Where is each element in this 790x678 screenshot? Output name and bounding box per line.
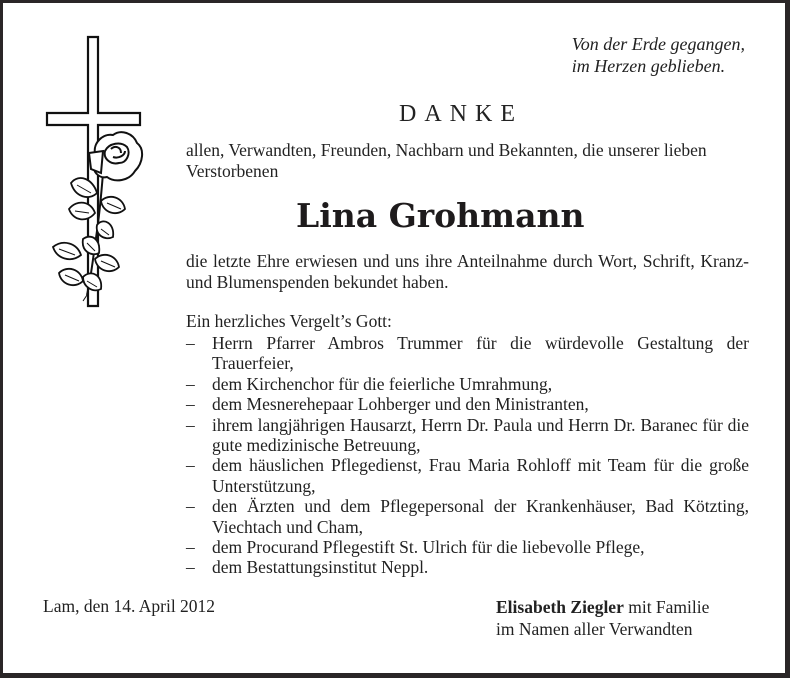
dash-bullet: – [186,496,195,517]
dash-bullet: – [186,373,195,394]
list-item-text: den Ärzten und dem Pflegepersonal der Krankenhäuser, Bad Kötzting, Viechtach und Cham, [212,496,749,537]
dash-bullet: – [186,455,195,476]
dash-bullet: – [186,333,195,353]
dash-bullet: – [186,557,195,578]
place-date: Lam, den 14. April 2012 [43,596,216,616]
signoff [496,596,709,640]
list-item-text: ihrem langjährigen Hausarzt, Herrn Dr. Paula und Herrn Dr. Baranec für die gute medizinische Betreuung, [212,414,749,456]
list-item [186,537,749,557]
dash-bullet: – [186,414,195,435]
list-item-text: dem Procurand Pflegestift St. Ulrich für die liebevolle Pflege, [212,537,645,558]
cross-with-rose-icon [41,33,151,309]
list-item [186,455,749,496]
signoff-line-1 [496,596,709,618]
signer-suffix: mit Familie [623,597,710,617]
list-item [186,557,749,577]
list-item-text: dem Mesnerehepaar Lohberger und den Ministranten, [212,394,589,415]
intro-text: allen, Verwandten, Freunden, Nachbarn und Bekannten, die unserer lieben Verstorbenen [186,140,707,181]
heading-danke: DANKE [399,101,523,127]
motto-line-1: Von der Erde gegangen, [571,34,745,54]
dash-bullet: – [186,537,195,558]
list-item-text: Herrn Pfarrer Ambros Trummer für die würdevolle Gestaltung der Trauerfeier, [212,333,749,374]
list-item-text: dem häuslichen Pflegedienst, Frau Maria Rohloff mit Team für die große Unterstützung, [212,455,749,496]
signer-name: Elisabeth Ziegler [496,597,624,617]
list-item [186,394,749,414]
signoff-line-2: im Namen aller Verwandten [496,619,693,639]
list-item-text: dem Bestattungsinstitut Neppl. [212,557,429,578]
list-item [186,496,749,537]
tribute-text: die letzte Ehre erwiesen und uns ihre Anteilnahme durch Wort, Schrift, Kranz- und Blumenspenden bekundet haben. [186,251,749,292]
motto-line-2: im Herzen geblieben. [571,56,726,76]
greeting: Ein herzliches Vergelt’s Gott: [186,311,392,331]
obituary-notice [3,3,785,673]
list-item [186,374,749,394]
dash-bullet: – [186,394,195,415]
list-item-text: dem Kirchenchor für die feierliche Umrahmung, [212,373,553,394]
list-item [186,333,749,374]
thanks-list [186,333,749,578]
motto [572,33,745,77]
list-item [186,415,749,456]
deceased-name: Lina Grohmann [296,196,585,235]
